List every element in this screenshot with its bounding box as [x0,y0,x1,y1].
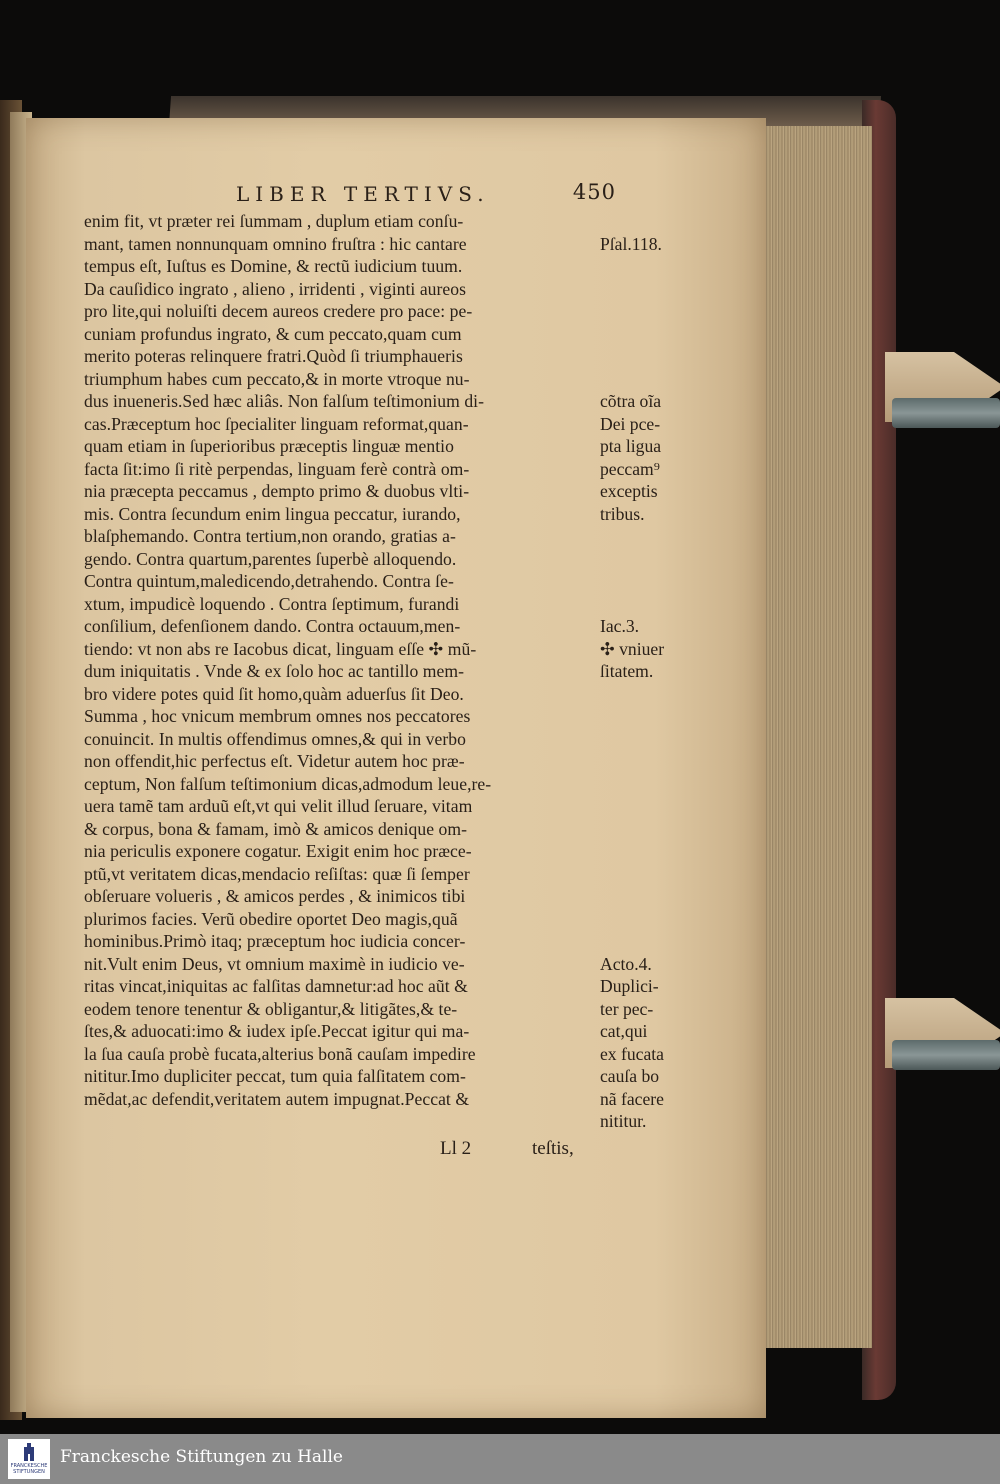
text-line: gendo. Contra quartum,parentes ſuperbè alloquendo. [84,548,457,569]
text-line: bro videre potes quid ſit homo,quàm aduerſus ſit Deo. [84,683,464,704]
margin-note-line: ex fucata [600,1043,664,1064]
margin-note-line: Duplici- [600,976,659,996]
margin-note-line: pta ligua [600,436,662,456]
running-title: LIBER TERTIVS. [236,182,490,206]
margin-note-line: exceptis [600,481,658,501]
text-line: mis. Contra ſecundum enim lingua peccatur, iurando, [84,503,461,524]
text-line: ritas vincat,iniquitas ac falſitas damnetur:ad hoc aũt & [84,976,468,996]
text-line: merito poteras relinquere fratri.Quòd ſi triumphaueris [84,346,463,366]
text-line: nititur.Imo dupliciter peccat, tum quia falſitatem com- [84,1066,466,1086]
margin-note-line: cõtra oĩa [600,391,662,411]
margin-note-line: nã facere [600,1088,664,1109]
text-line: conſilium, defenſionem dando. Contra octauum,men- [84,616,461,636]
text-line: triumphum habes cum peccato,& in morte vtroque nu- [84,368,470,389]
margin-note-line: cat,qui [600,1021,648,1041]
text-line: non offendit,hic perfectus eſt. Videtur autem hoc præ- [84,751,465,771]
margin-note-line: Acto.4. [600,953,652,974]
text-line: eodem tenore tenentur & obligantur,& litigãtes,& te- [84,998,458,1019]
text-line: tempus eſt, Iuſtus es Domine, & rectũ iudicium tuum. [84,256,463,276]
margin-note [600,233,662,256]
lower-clasp-strap [892,1040,1000,1070]
text-line: tiendo: vt non abs re Iacobus dicat, linguam eſſe ✣ mũ- [84,638,477,659]
text-line: blaſphemando. Contra tertium,non orando, gratias a- [84,526,456,546]
text-line: plurimos facies. Verũ obedire oportet Deo magis,quã [84,908,458,929]
margin-note-line: Iac.3. [600,616,640,636]
main-text-block [84,210,596,1110]
margin-note-line: nititur. [600,1111,647,1131]
text-line: ptũ,vt veritatem dicas,mendacio reſiſtas: quæ ſi ſemper [84,863,470,884]
text-line: dus inueneris.Sed hæc aliâs. Non falſum teſtimonium di- [84,391,485,411]
footer-label: Franckesche Stiftungen zu Halle [60,1447,343,1467]
text-line: obſeruare volueris , & amicos perdes , & inimicos tibi [84,886,466,906]
text-line: pro lite,qui noluiſti decem aureos credere pro pace: pe- [84,301,473,321]
text-line: hominibus.Primò itaq; præceptum hoc iudicia concer- [84,931,466,951]
page-number: 450 [572,180,616,204]
margin-note-line: Dei pce- [600,413,661,434]
text-line: Contra quintum,maledicendo,detrahendo. Contra ſe- [84,571,454,591]
text-line: mẽdat,ac defendit,veritatem autem impugnat.Peccat & [84,1088,470,1109]
catchword: teſtis, [532,1138,574,1159]
margin-note [600,953,664,1133]
text-line: mant, tamen nonnunquam omnino fruſtra : hic cantare [84,233,467,254]
logo-wordmark: FRANCKESCHE STIFTUNGEN [10,1463,48,1475]
text-line: nit.Vult enim Deus, vt omnium maximè in iudicio ve- [84,953,465,974]
upper-clasp-strap [892,398,1000,428]
margin-note [600,390,661,525]
text-line: facta ſit:imo ſi ritè perpendas, linguam ferè contrà om- [84,458,470,479]
text-line: la ſua cauſa probè fucata,alterius bonã cauſam impedire [84,1043,476,1064]
text-line: nia periculis exponere cogatur. Exigit enim hoc præce- [84,841,472,861]
text-line: quam etiam in ſuperioribus præceptis linguæ mentio [84,436,454,456]
margin-note-line: ter pec- [600,998,654,1019]
signature-mark: Ll 2 [440,1138,472,1159]
margin-note-line: tribus. [600,503,645,524]
margin-note-line: peccam⁹ [600,458,660,479]
text-line: dum iniquitatis . Vnde & ex ſolo hoc ac tantillo mem- [84,661,465,681]
footer-bar [0,1434,1000,1484]
text-line: cuniam profundus ingrato, & cum peccato,quam cum [84,323,462,344]
page-block-edge [758,126,872,1348]
margin-note-line: Pſal.118. [600,233,662,254]
text-line: enim fit, vt præter rei ſummam , duplum etiam conſu- [84,211,464,231]
margin-note-line: ✣ vniuer [600,638,665,659]
institution-logo [8,1439,50,1479]
text-line: Da cauſidico ingrato , alieno , irridenti , viginti aureos [84,278,467,299]
text-line: uera tamẽ tam arduũ eſt,vt qui velit illud ſeruare, vitam [84,796,473,816]
text-line: & corpus, bona & famam, imò & amicos denique om- [84,818,468,839]
margin-note-line: ſitatem. [600,661,654,681]
text-line: Summa , hoc vnicum membrum omnes nos peccatores [84,706,471,726]
text-line: cas.Præceptum hoc ſpecialiter linguam reformat,quan- [84,413,469,434]
text-line: conuincit. In multis offendimus omnes,& qui in verbo [84,728,466,749]
margin-note-line: cauſa bo [600,1066,660,1086]
running-head [226,180,616,210]
margin-note [600,615,664,683]
text-line: ceptum, Non falſum teſtimonium dicas,admodum leue,re- [84,773,492,794]
text-line: nia præcepta peccamus , dempto primo & duobus vlti- [84,481,470,501]
text-line: ſtes,& aduocati:imo & iudex ipſe.Peccat igitur qui ma- [84,1021,470,1041]
orphanage-emblem-icon [23,1443,35,1461]
text-line: xtum, impudicè loquendo . Contra ſeptimum, furandi [84,593,460,614]
